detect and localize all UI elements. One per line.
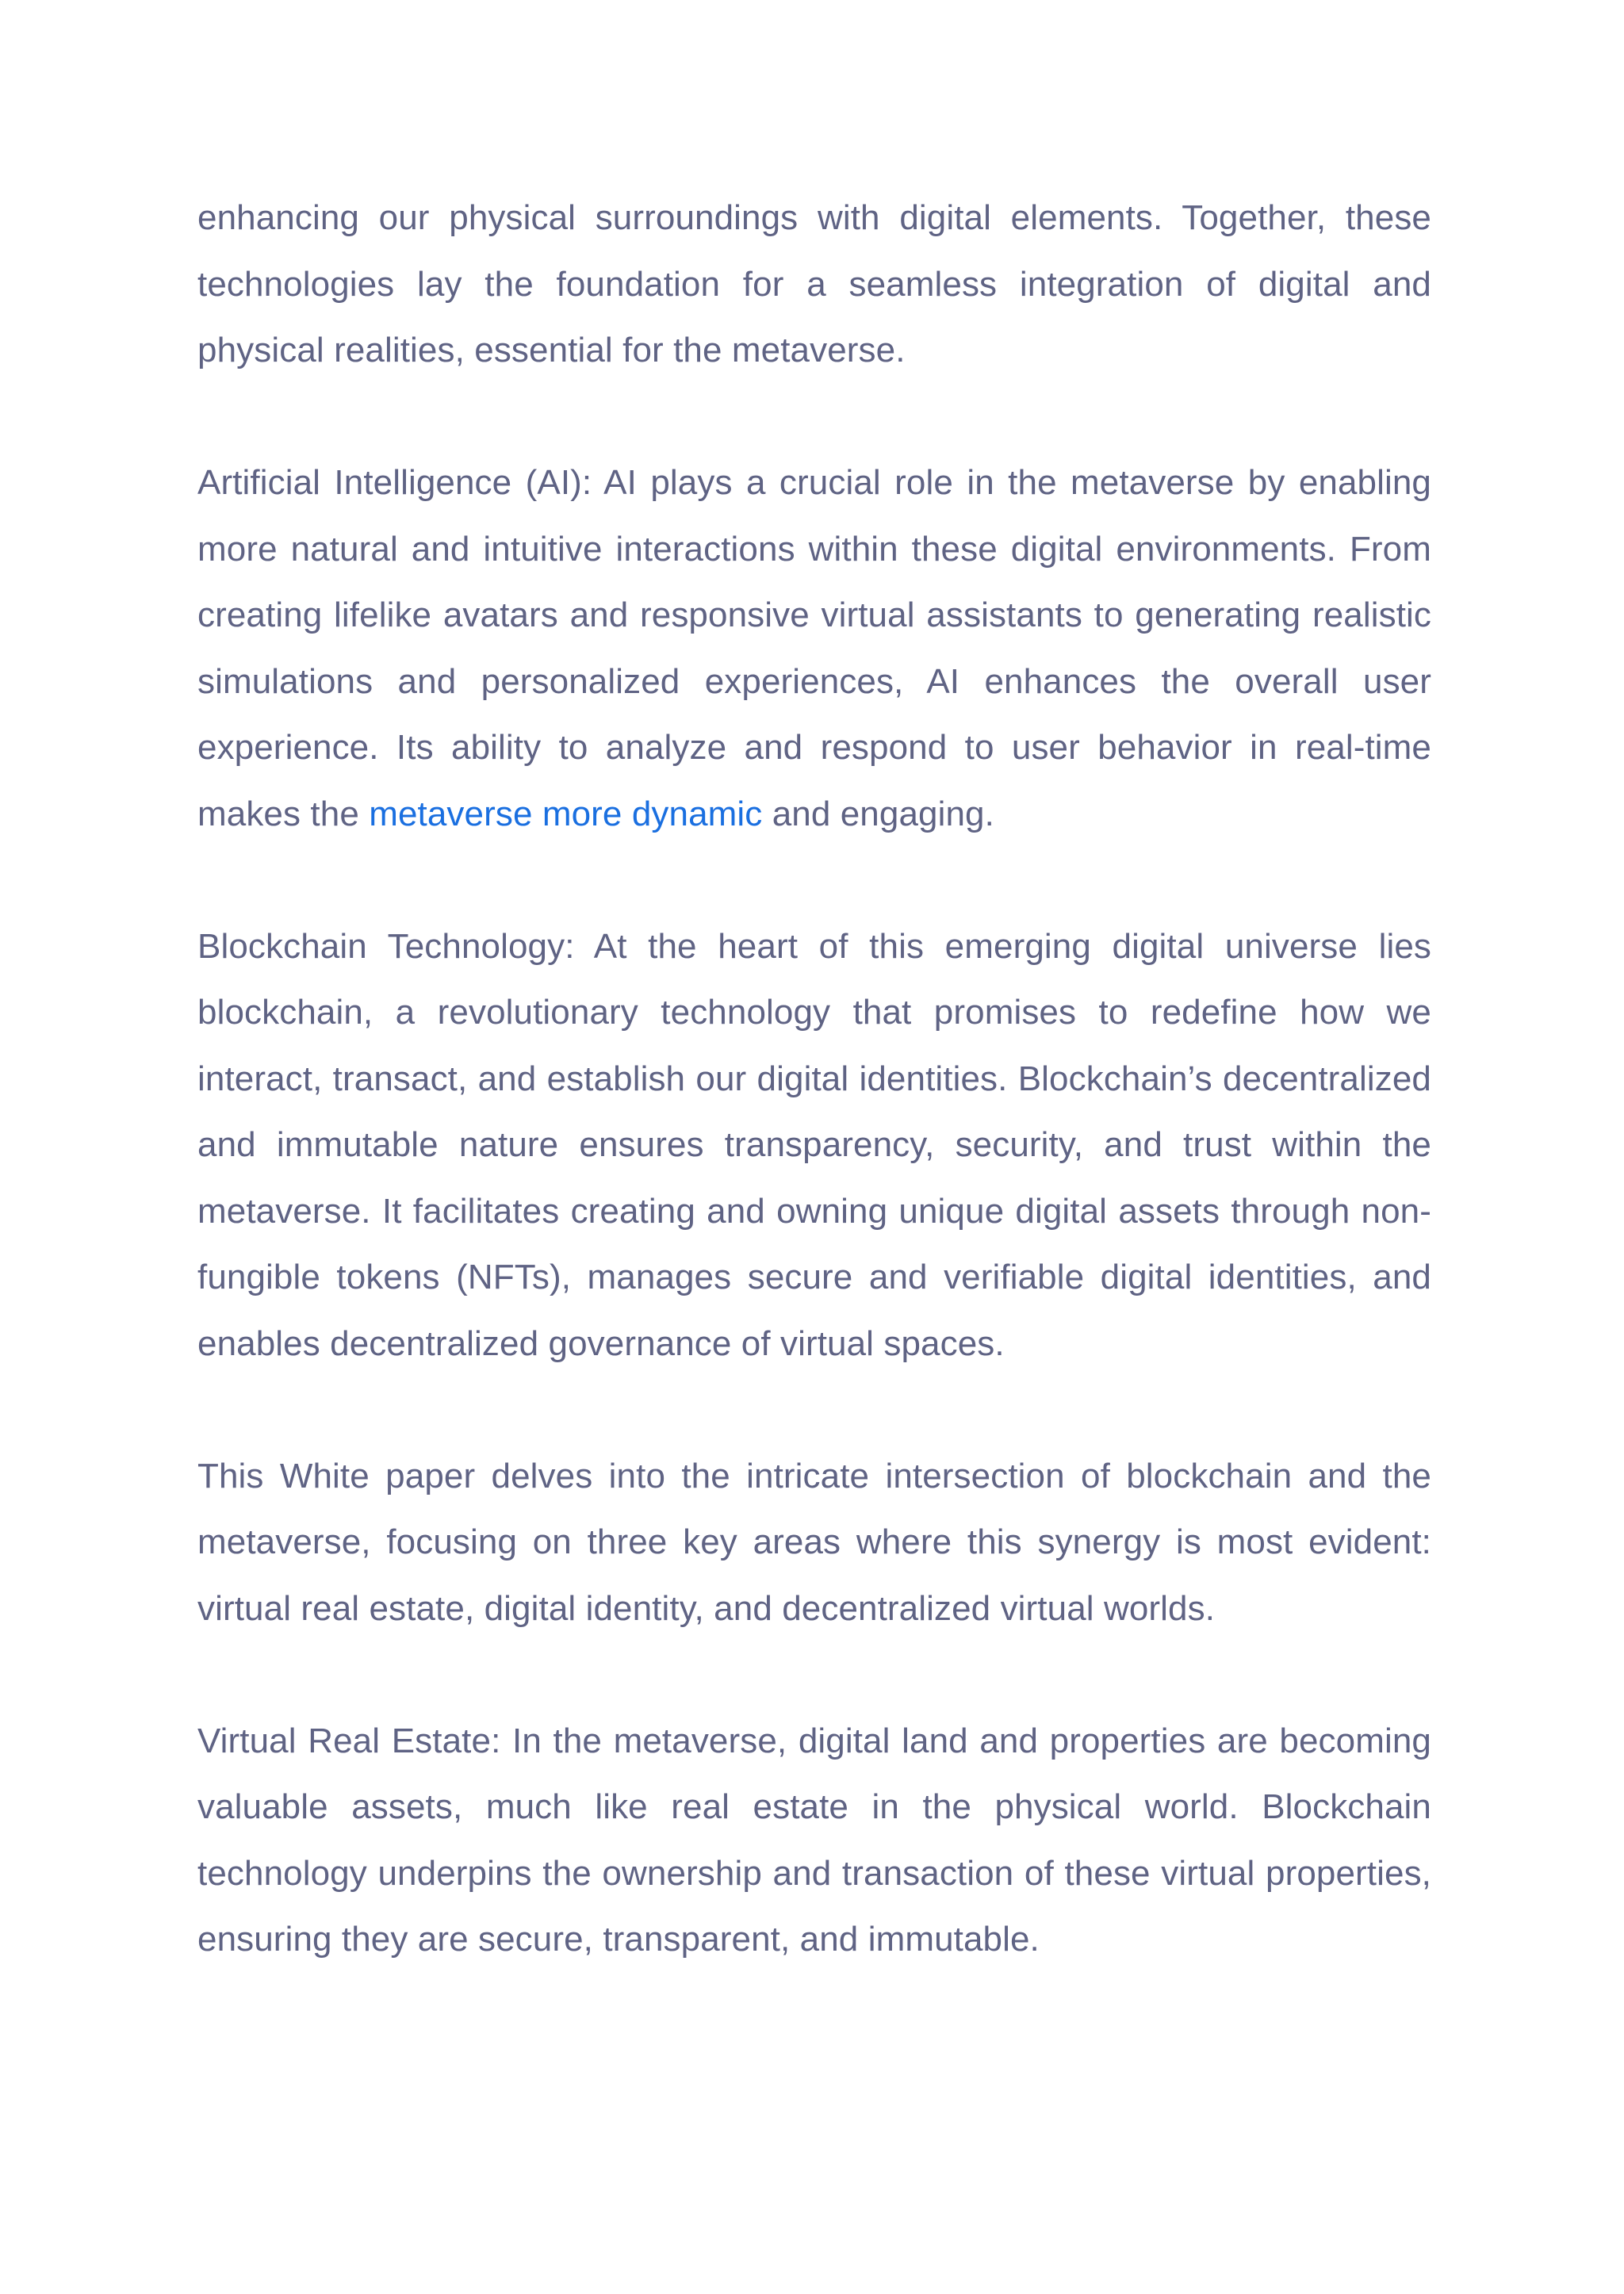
document-body [197, 185, 1431, 1973]
paragraph-ai-text-before-link: Artificial Intelligence (AI): AI plays a crucial role in the metaverse by enabling more natural and intuitive interactions within these digital environments. From creating lifelike avatars and responsive virtual assistants to generating realistic simulations and personalized experiences, AI enhances the overall user experience. Its ability to analyze and respond to user behavior in real-time makes the [197, 463, 1431, 833]
paragraph-virtual-real-estate: Virtual Real Estate: In the metaverse, digital land and properties are becoming valuable assets, much like real estate in the physical world. Blockchain technology underpins the ownership and transaction of these virtual properties, ensuring they are secure, transparent, and immutable. [197, 1721, 1431, 1959]
paragraph-artificial-intelligence [197, 450, 1431, 847]
paragraph-blockchain-technology: Blockchain Technology: At the heart of this emerging digital universe lies blockchain, a revolutionary technology that promises to redefine how we interact, transact, and establish our digital identities. Blockchain’s decentralized and immutable nature ensures transparency, security, and trust within the metaverse. It facilitates creating and owning unique digital assets through non-fungible tokens (NFTs), manages secure and verifiable digital identities, and enables decentralized governance of virtual spaces. [197, 926, 1431, 1363]
paragraph-ai-text-after-link: and engaging. [762, 794, 994, 833]
paragraph-white-paper-scope: This White paper delves into the intricate intersection of blockchain and the metaverse, focusing on three key areas where this synergy is most evident: virtual real estate, digital identity, and decentralized virtual worlds. [197, 1456, 1431, 1628]
paragraph-ar-vr-intro: enhancing our physical surroundings with digital elements. Together, these technologies lay the foundation for a seamless integration of digital and physical realities, essential for the metaverse. [197, 198, 1431, 370]
metaverse-more-dynamic-link[interactable]: metaverse more dynamic [369, 794, 763, 833]
